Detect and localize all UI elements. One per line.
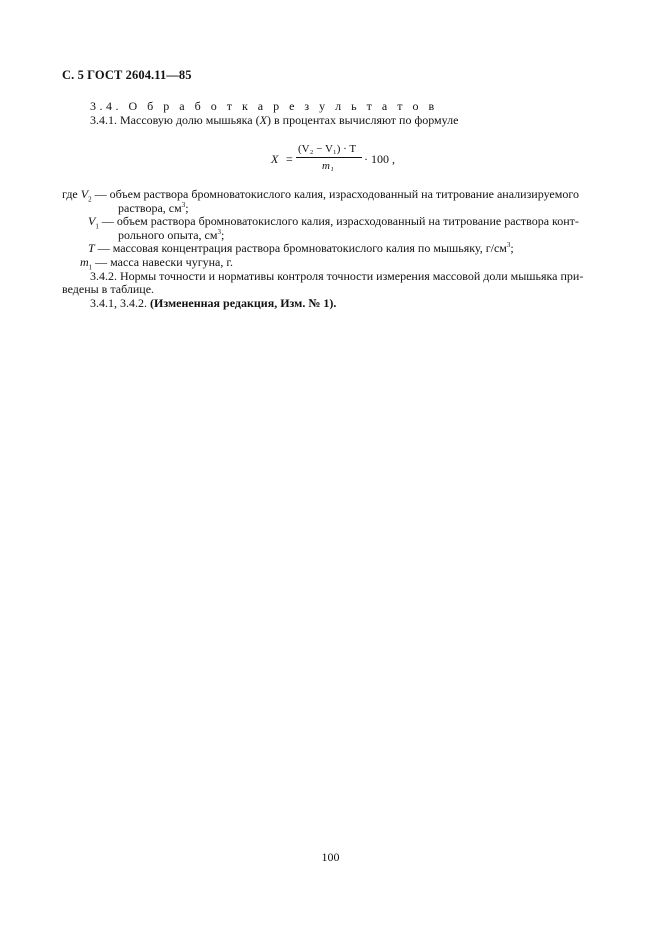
v1-unit-sup: 3 <box>217 228 221 236</box>
v1-subscript: 1 <box>95 222 99 231</box>
definition-v1 <box>88 214 579 231</box>
v2-end: ; <box>185 201 189 215</box>
v2-unit-sup: 3 <box>181 201 186 209</box>
page-number: 100 <box>321 850 340 864</box>
v2-description-cont: раствора, см <box>118 201 182 215</box>
amendment-text: (Измененная редакция, Изм. № 1). <box>150 296 337 310</box>
amendment-note <box>90 296 336 310</box>
v1-symbol: V <box>88 214 96 228</box>
paragraph-3-4-2-cont: ведены в таблице. <box>62 282 155 296</box>
v2-subscript: 2 <box>88 195 92 204</box>
formula-denominator: m₁ <box>322 160 334 172</box>
definition-v2-cont <box>118 201 189 215</box>
m1-symbol: m <box>80 255 89 269</box>
formula-equals: = <box>286 152 293 166</box>
v1-end: ; <box>220 228 225 242</box>
definition-m1 <box>80 255 233 272</box>
formula <box>0 140 661 180</box>
formula-numerator: (V₂ − V₁) · T <box>298 143 357 155</box>
t-symbol: T <box>88 241 95 255</box>
where-label: где <box>62 187 78 201</box>
p341-prefix: 3.4.1. Массовую долю мышьяка ( <box>90 113 260 127</box>
section-heading: 3.4. О б р а б о т к а р е з у л ь т а т о в <box>90 99 438 113</box>
p341-suffix: ) в процентах вычисляют по формуле <box>266 113 459 127</box>
t-end: ; <box>510 241 514 255</box>
fraction-bar <box>296 157 362 158</box>
paragraph-3-4-2: 3.4.2. Нормы точности и нормативы контроля точности измерения массовой доли мышьяка при- <box>90 269 584 283</box>
page-header: С. 5 ГОСТ 2604.11—85 <box>62 68 192 82</box>
t-unit-sup: 3 <box>506 241 511 249</box>
v1-description: — объем раствора бромноватокислого калия, израсходованный на титрование раствора конт- <box>101 214 579 228</box>
v1-description-cont: рольного опыта, см <box>118 228 218 242</box>
v2-description: — объем раствора бромноватокислого калия, израсходованный на титрование анализируемого <box>94 187 579 201</box>
amendment-ref: 3.4.1, 3.4.2. <box>90 296 150 310</box>
m1-subscript: 1 <box>88 263 93 272</box>
v2-symbol: V <box>80 187 89 201</box>
formula-lhs: X <box>271 152 279 166</box>
m1-description: — масса навески чугуна, г. <box>95 255 233 269</box>
p341-variable: X <box>259 113 267 127</box>
definition-v1-cont <box>118 228 224 242</box>
definition-v2 <box>62 187 579 204</box>
paragraph-3-4-1 <box>90 113 458 127</box>
t-description: — массовая концентрация раствора бромноватокислого калия по мышьяку, г/см <box>97 241 507 255</box>
formula-multiplier: · 100 , <box>364 152 395 166</box>
definition-t <box>88 241 514 255</box>
